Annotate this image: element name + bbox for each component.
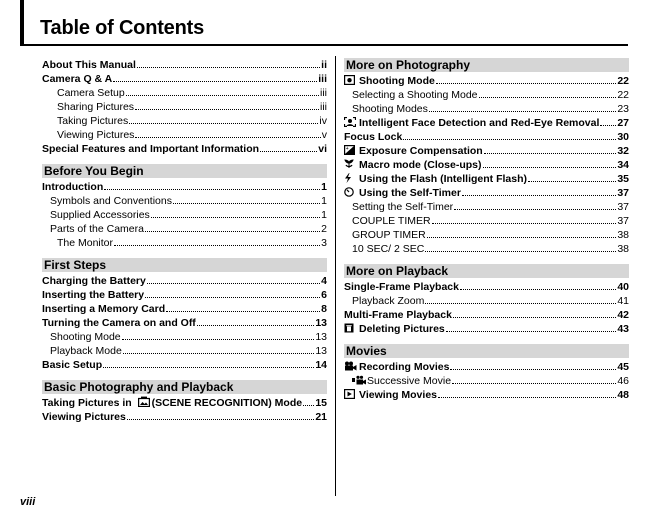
toc-entry-page: 48 xyxy=(617,389,629,401)
toc-entry[interactable] xyxy=(344,294,629,308)
dot-leader xyxy=(173,203,320,204)
toc-entry-page: iii xyxy=(320,87,327,99)
face-detection-icon xyxy=(344,117,355,127)
section-heading: Movies xyxy=(344,344,629,358)
toc-entry[interactable] xyxy=(344,308,629,322)
column-divider xyxy=(335,56,336,496)
toc-entry-page: 38 xyxy=(617,229,629,241)
toc-entry-label xyxy=(352,88,478,102)
toc-entry-label xyxy=(42,274,146,288)
dot-leader xyxy=(145,297,320,298)
dot-leader xyxy=(137,67,320,68)
toc-entry-text: COUPLE TIMER xyxy=(352,215,431,227)
toc-entry-page: iii xyxy=(318,73,327,85)
dot-leader xyxy=(104,189,320,190)
toc-entry[interactable] xyxy=(344,116,629,130)
toc-entry-text: Using the Flash (Intelligent Flash) xyxy=(359,173,528,185)
dot-leader xyxy=(260,151,317,152)
toc-entry-page: 3 xyxy=(321,237,327,249)
toc-entry-text-after: (SCENE RECOGNITION) Mode xyxy=(151,397,303,409)
toc-entry-label xyxy=(42,410,126,424)
toc-entry[interactable] xyxy=(42,100,327,114)
toc-entry-page: 37 xyxy=(617,201,629,213)
dot-leader xyxy=(103,367,314,368)
toc-entry-label xyxy=(50,194,172,208)
toc-entry[interactable] xyxy=(42,330,327,344)
toc-entry[interactable] xyxy=(42,316,327,330)
toc-entry-label xyxy=(344,280,459,294)
toc-entry-page: 32 xyxy=(617,145,629,157)
toc-entry-text: Shooting Modes xyxy=(352,103,428,115)
toc-entry-text: Single-Frame Playback xyxy=(344,281,459,293)
toc-entry[interactable] xyxy=(344,374,629,388)
toc-entry[interactable] xyxy=(344,200,629,214)
toc-entry-text: Deleting Pictures xyxy=(359,323,445,335)
toc-entry-page: 13 xyxy=(315,331,327,343)
dot-leader xyxy=(600,125,616,126)
toc-entry-text: Playback Mode xyxy=(50,345,122,357)
dot-leader xyxy=(135,109,319,110)
toc-entry[interactable] xyxy=(344,88,629,102)
toc-entry[interactable] xyxy=(42,222,327,236)
dot-leader xyxy=(114,245,320,246)
toc-entry-page: 43 xyxy=(617,323,629,335)
dot-leader xyxy=(462,195,616,196)
toc-entry[interactable] xyxy=(42,344,327,358)
toc-entry-label xyxy=(352,374,451,388)
dot-leader xyxy=(429,111,616,112)
toc-entry-label xyxy=(42,58,136,72)
toc-entry-page: v xyxy=(321,129,327,141)
dot-leader xyxy=(147,283,320,284)
dot-leader xyxy=(438,397,616,398)
dot-leader xyxy=(197,325,315,326)
toc-entry-text: Inserting the Battery xyxy=(42,289,145,301)
toc-entry-label xyxy=(42,72,112,86)
dot-leader xyxy=(113,81,317,82)
toc-entry-text: Shooting Mode xyxy=(359,75,435,87)
toc-entry[interactable] xyxy=(344,102,629,116)
toc-entry-label xyxy=(344,360,449,374)
toc-entry[interactable] xyxy=(344,158,629,172)
toc-entry-label xyxy=(42,316,196,330)
toc-entry-page: 1 xyxy=(321,195,327,207)
toc-entry-label xyxy=(344,186,461,200)
toc-entry[interactable] xyxy=(42,208,327,222)
toc-entry[interactable] xyxy=(344,242,629,256)
title-rule-vertical xyxy=(20,0,24,46)
toc-entry-text: Successive Movie xyxy=(367,375,452,387)
toc-entry-text: Basic Setup xyxy=(42,359,103,371)
scene-recognition-icon xyxy=(138,396,149,406)
toc-entry-label xyxy=(50,330,121,344)
toc-entry[interactable] xyxy=(42,128,327,142)
toc-entry[interactable] xyxy=(344,130,629,144)
toc-entry-label xyxy=(57,114,128,128)
toc-entry[interactable] xyxy=(344,388,629,402)
dot-leader xyxy=(453,317,616,318)
toc-entry-label xyxy=(50,222,144,236)
toc-entry-page: 27 xyxy=(617,117,629,129)
toc-entry-text: Setting the Self-Timer xyxy=(352,201,454,213)
section-heading: Basic Photography and Playback xyxy=(42,380,327,394)
macro-icon xyxy=(344,159,355,169)
toc-entry[interactable] xyxy=(42,410,327,424)
flash-icon xyxy=(344,173,355,183)
dot-leader xyxy=(122,339,315,340)
toc-entry[interactable] xyxy=(344,360,629,374)
toc-entry-page: 22 xyxy=(617,75,629,87)
dot-leader xyxy=(427,237,617,238)
toc-entry-text: Camera Setup xyxy=(57,87,125,99)
toc-entry-page: 15 xyxy=(315,397,327,409)
toc-entry-label xyxy=(344,172,527,186)
toc-entry-page: 1 xyxy=(321,181,327,193)
page-title: Table of Contents xyxy=(40,17,205,39)
toc-entry-label xyxy=(42,302,165,316)
toc-entry-text: Parts of the Camera xyxy=(50,223,144,235)
toc-entry-text: Macro mode (Close-ups) xyxy=(359,159,482,171)
page-number: viii xyxy=(20,496,36,508)
toc-entry[interactable] xyxy=(42,288,327,302)
toc-entry-text: The Monitor xyxy=(57,237,114,249)
toc-entry[interactable] xyxy=(42,114,327,128)
self-timer-icon xyxy=(344,187,355,197)
toc-entry[interactable] xyxy=(42,236,327,250)
dot-leader xyxy=(166,311,320,312)
play-icon xyxy=(344,389,355,399)
toc-entry-label xyxy=(344,116,599,130)
toc-entry-label xyxy=(57,236,113,250)
camera-mode-icon xyxy=(344,75,355,85)
toc-entry[interactable] xyxy=(42,180,327,194)
toc-entry-page: 21 xyxy=(315,411,327,423)
dot-leader xyxy=(460,289,616,290)
toc-entry-label xyxy=(352,228,426,242)
trash-icon xyxy=(344,323,355,333)
toc-entry-label xyxy=(50,208,150,222)
section-heading: Before You Begin xyxy=(42,164,327,178)
toc-entry-page: 37 xyxy=(617,215,629,227)
dot-leader xyxy=(450,369,616,370)
dot-leader xyxy=(484,153,617,154)
toc-entry-text: Symbols and Conventions xyxy=(50,195,172,207)
toc-entry[interactable] xyxy=(344,186,629,200)
dot-leader xyxy=(127,419,314,420)
toc-entry-page: 42 xyxy=(617,309,629,321)
toc-entry-label xyxy=(344,74,435,88)
toc-entry-page: 1 xyxy=(321,209,327,221)
toc-entry-text: Using the Self-Timer xyxy=(359,187,461,199)
toc-entry-page: 14 xyxy=(315,359,327,371)
left-column xyxy=(42,58,327,424)
toc-entry[interactable] xyxy=(344,74,629,88)
toc-entry-page: iv xyxy=(319,115,327,127)
exposure-compensation-icon xyxy=(344,145,355,155)
toc-entry-label xyxy=(57,86,125,100)
toc-entry-text: Sharing Pictures xyxy=(57,101,135,113)
dot-leader xyxy=(135,137,320,138)
toc-entry-label xyxy=(42,180,103,194)
toc-entry-page: 35 xyxy=(617,173,629,185)
toc-entry-text: Camera Q & A xyxy=(42,73,113,85)
toc-entry-label xyxy=(50,344,122,358)
title-rule-horizontal xyxy=(20,44,628,46)
toc-entry[interactable] xyxy=(344,144,629,158)
toc-entry-label xyxy=(352,102,428,116)
section-heading: More on Playback xyxy=(344,264,629,278)
toc-entry-label xyxy=(42,396,302,410)
toc-entry-label xyxy=(352,294,424,308)
toc-entry-text: About This Manual xyxy=(42,59,136,71)
toc-entry-page: 38 xyxy=(617,243,629,255)
toc-entry-text: Taking Pictures xyxy=(57,115,129,127)
toc-entry-page: 13 xyxy=(315,345,327,357)
toc-entry[interactable] xyxy=(42,194,327,208)
toc-entry-label xyxy=(344,130,402,144)
toc-entry[interactable] xyxy=(344,280,629,294)
successive-movie-icon xyxy=(352,375,363,385)
toc-entry-page: vi xyxy=(318,143,327,155)
section-heading: More on Photography xyxy=(344,58,629,72)
toc-entry[interactable] xyxy=(42,86,327,100)
toc-entry-label xyxy=(344,144,483,158)
toc-entry-text: Introduction xyxy=(42,181,104,193)
toc-entry-page: 37 xyxy=(617,187,629,199)
dot-leader xyxy=(126,95,319,96)
toc-entry-page: 34 xyxy=(617,159,629,171)
toc-entry-label xyxy=(42,358,102,372)
movie-camera-icon xyxy=(344,361,355,371)
toc-entry-text: Focus Lock xyxy=(344,131,403,143)
toc-entry-label xyxy=(352,200,453,214)
dot-leader xyxy=(432,223,617,224)
dot-leader xyxy=(483,167,617,168)
dot-leader xyxy=(145,231,320,232)
toc-entry[interactable] xyxy=(42,358,327,372)
toc-entry-label xyxy=(42,142,259,156)
toc-entry-text: Taking Pictures in xyxy=(42,397,132,409)
toc-entry-text: Inserting a Memory Card xyxy=(42,303,166,315)
dot-leader xyxy=(454,209,616,210)
toc-entry-text: Shooting Mode xyxy=(50,331,121,343)
toc-entry-label xyxy=(344,322,445,336)
toc-entry-text: Viewing Pictures xyxy=(42,411,126,423)
dot-leader xyxy=(452,383,616,384)
toc-entry-page: 22 xyxy=(617,89,629,101)
toc-entry-text: Intelligent Face Detection and Red-Eye Removal xyxy=(359,117,600,129)
right-column xyxy=(344,58,629,402)
dot-leader xyxy=(403,139,616,140)
toc-entry-label xyxy=(352,242,424,256)
dot-leader xyxy=(129,123,318,124)
toc-entry-text: Playback Zoom xyxy=(352,295,425,307)
toc-entry-text: Exposure Compensation xyxy=(359,145,483,157)
dot-leader xyxy=(123,353,315,354)
toc-entry-text: Recording Movies xyxy=(359,361,450,373)
toc-entry-page: 2 xyxy=(321,223,327,235)
toc-entry-page: 41 xyxy=(617,295,629,307)
toc-entry-text: Charging the Battery xyxy=(42,275,146,287)
dot-leader xyxy=(446,331,617,332)
toc-entry-text: Selecting a Shooting Mode xyxy=(352,89,478,101)
toc-entry-label xyxy=(344,388,437,402)
dot-leader xyxy=(528,181,616,182)
toc-entry-text: Viewing Pictures xyxy=(57,129,135,141)
toc-entry[interactable] xyxy=(42,58,327,72)
toc-entry-text: Multi-Frame Playback xyxy=(344,309,452,321)
dot-leader xyxy=(436,83,616,84)
dot-leader xyxy=(151,217,320,218)
toc-entry[interactable] xyxy=(42,302,327,316)
toc-entry-page: 30 xyxy=(617,131,629,143)
toc-entry-page: ii xyxy=(321,59,327,71)
toc-entry-page: 40 xyxy=(617,281,629,293)
toc-entry-page: 13 xyxy=(315,317,327,329)
dot-leader xyxy=(479,97,617,98)
svg-text:+: + xyxy=(345,145,349,151)
toc-entry[interactable] xyxy=(42,396,327,410)
toc-entry[interactable] xyxy=(344,322,629,336)
toc-entry-page: 23 xyxy=(617,103,629,115)
toc-entry-page: 45 xyxy=(617,361,629,373)
toc-entry-label xyxy=(57,128,134,142)
dot-leader xyxy=(303,405,314,406)
toc-entry-page: 8 xyxy=(321,303,327,315)
toc-entry[interactable] xyxy=(42,142,327,156)
toc-entry[interactable] xyxy=(344,214,629,228)
toc-entry[interactable] xyxy=(42,72,327,86)
toc-entry-page: 46 xyxy=(617,375,629,387)
toc-entry-label xyxy=(57,100,134,114)
toc-entry-text: GROUP TIMER xyxy=(352,229,426,241)
toc-entry-text: Viewing Movies xyxy=(359,389,437,401)
toc-entry-page: 6 xyxy=(321,289,327,301)
dot-leader xyxy=(425,303,616,304)
toc-entry[interactable] xyxy=(344,172,629,186)
toc-entry-text: 10 SEC/ 2 SEC xyxy=(352,243,425,255)
toc-entry[interactable] xyxy=(42,274,327,288)
section-heading: First Steps xyxy=(42,258,327,272)
toc-entry-page: iii xyxy=(320,101,327,113)
toc-entry-page: 4 xyxy=(321,275,327,287)
toc-entry-label xyxy=(344,308,452,322)
dot-leader xyxy=(425,251,616,252)
toc-entry-text: Special Features and Important Information xyxy=(42,143,260,155)
toc-entry-label xyxy=(42,288,144,302)
toc-entry[interactable] xyxy=(344,228,629,242)
toc-entry-text: Supplied Accessories xyxy=(50,209,150,221)
toc-entry-label xyxy=(344,158,482,172)
toc-entry-text: Turning the Camera on and Off xyxy=(42,317,196,329)
toc-entry-label xyxy=(352,214,431,228)
